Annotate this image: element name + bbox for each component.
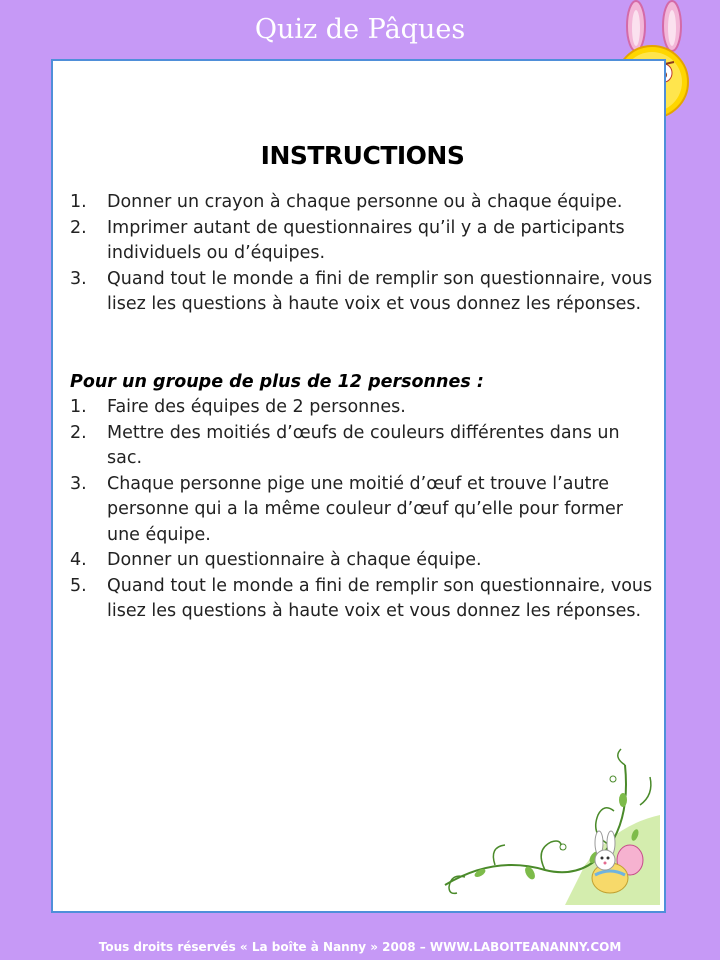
group-heading: Pour un groupe de plus de 12 personnes : <box>70 371 484 392</box>
list-item <box>70 574 655 625</box>
list-item <box>70 548 655 574</box>
list-item-text: Imprimer autant de questionnaires qu’il y a de participants individuels ou d’équipes. <box>107 217 625 263</box>
list-item-number: 1. <box>70 192 87 212</box>
list-item-text: Donner un questionnaire à chaque équipe. <box>107 550 482 570</box>
list-item-number: 2. <box>70 422 87 443</box>
list-item-number: 1. <box>70 397 87 417</box>
page-title: Quiz de Pâques <box>254 14 466 45</box>
list-item-text: Chaque personne pige une moitié d’œuf et trouve l’autre personne qui a la même couleur d’œuf qu’elle pour former une équipe. <box>107 473 623 545</box>
list-item-number: 2. <box>70 217 87 238</box>
list-item-text: Quand tout le monde a fini de remplir son questionnaire, vous lisez les questions à haute voix et vous donnez les réponses. <box>107 575 653 621</box>
list-item <box>70 216 655 267</box>
list-item-number: 3. <box>70 473 87 494</box>
floral-vine-bunny-illustration <box>435 745 665 910</box>
group-list <box>70 395 655 625</box>
list-item <box>70 190 655 216</box>
list-item <box>70 395 655 421</box>
instructions-heading: INSTRUCTIONS <box>260 141 465 170</box>
list-item-text: Donner un crayon à chaque personne ou à chaque équipe. <box>107 192 623 212</box>
list-item-text: Faire des équipes de 2 personnes. <box>107 397 406 417</box>
spacer <box>70 318 655 370</box>
list-item-number: 3. <box>70 268 87 289</box>
list-item <box>70 472 655 549</box>
list-item-text: Quand tout le monde a fini de remplir son questionnaire, vous lisez les questions à haute voix et vous donnez les réponses. <box>107 268 653 314</box>
footer-copyright: Tous droits réservés « La boîte à Nanny » 2008 – WWW.LABOITEANANNY.COM <box>98 940 622 954</box>
instructions-list <box>70 190 655 318</box>
list-item <box>70 267 655 318</box>
list-item-number: 5. <box>70 575 87 596</box>
list-item <box>70 421 655 472</box>
list-item-number: 4. <box>70 550 87 570</box>
list-item-text: Mettre des moitiés d’œufs de couleurs différentes dans un sac. <box>107 422 620 468</box>
